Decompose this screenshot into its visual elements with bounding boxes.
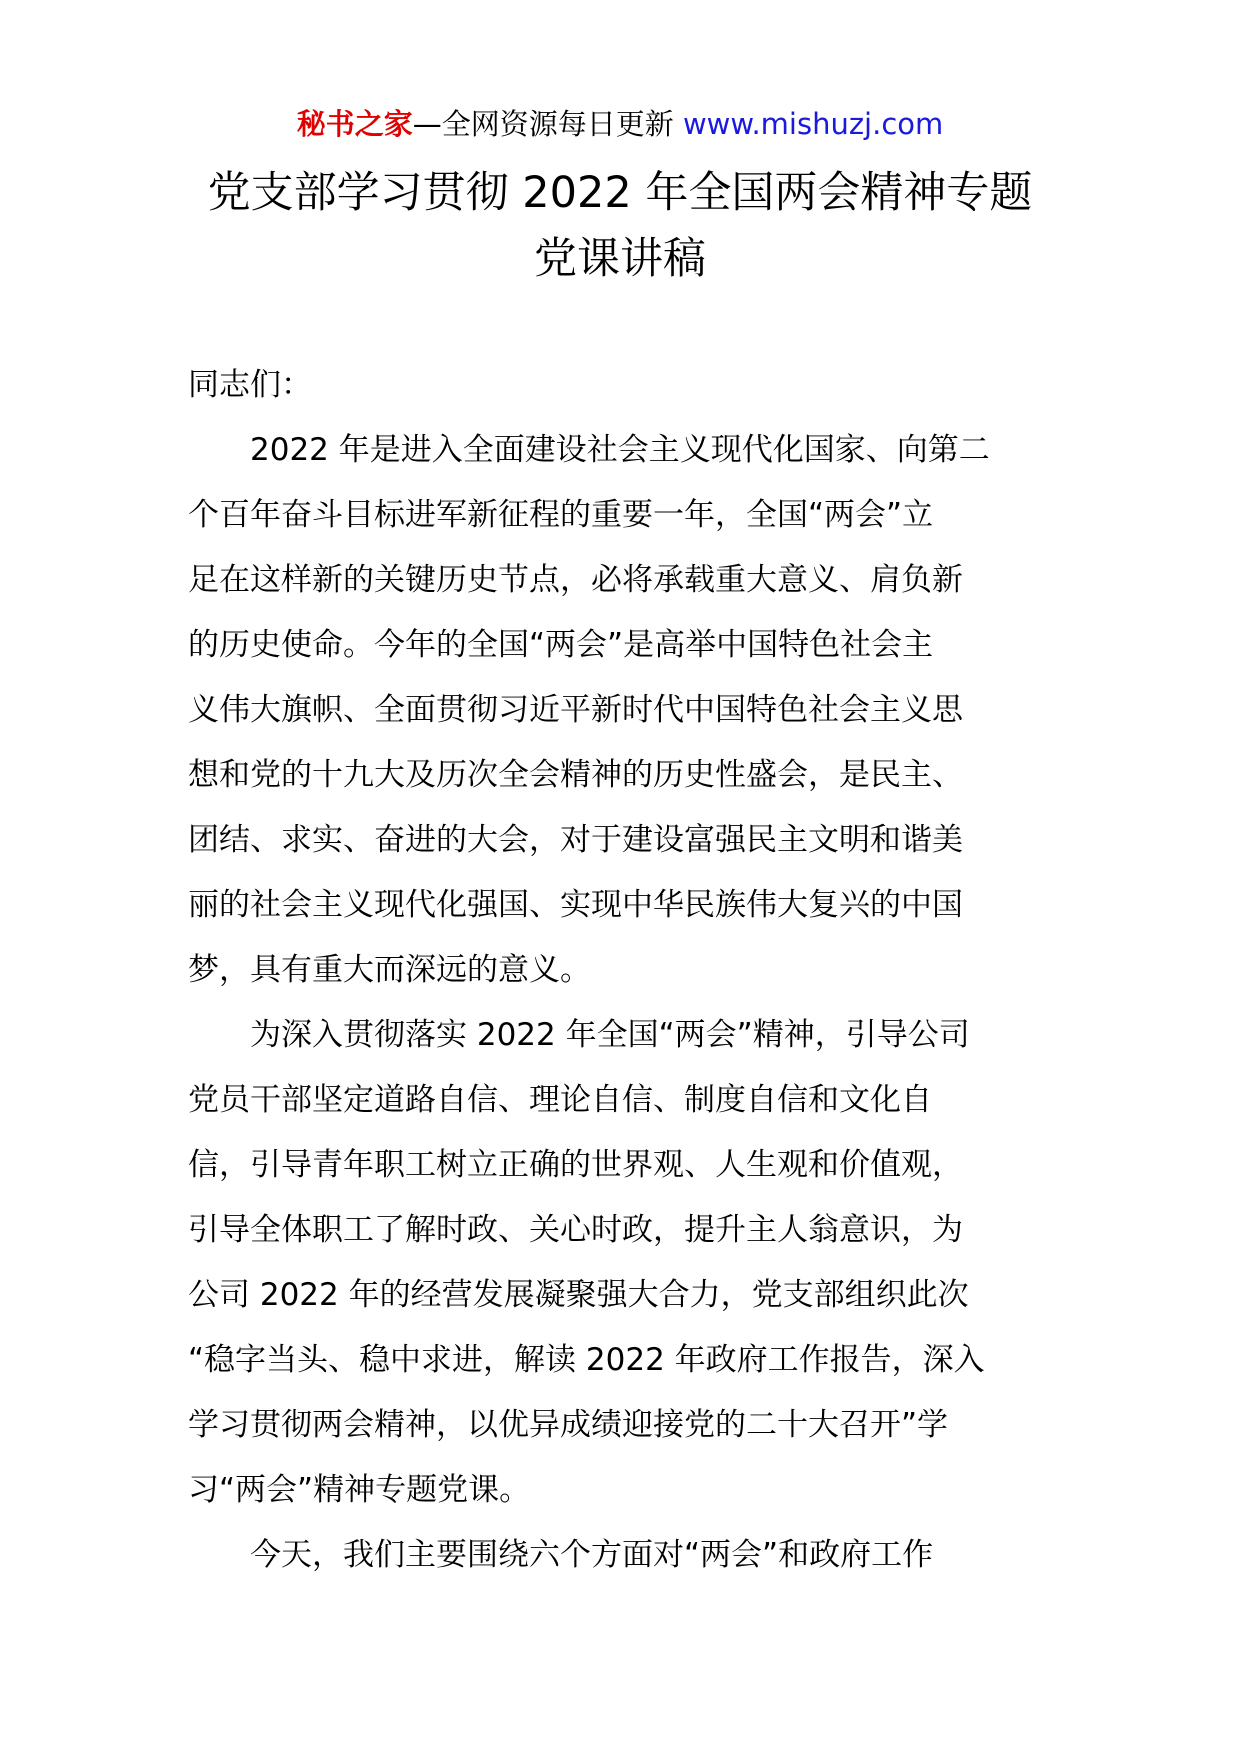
body-line: 团结、求实、奋进的大会，对于建设富强民主文明和谐美 — [188, 822, 963, 858]
body-line: 2022 年是进入全面建设社会主义现代化国家、向第二 — [188, 432, 990, 468]
body-line: 义伟大旗帜、全面贯彻习近平新时代中国特色社会主义思 — [188, 692, 963, 728]
body-line: 的历史使命。今年的全国“两会”是高举中国特色社会主 — [188, 627, 934, 663]
body-line: 公司 2022 年的经营发展凝聚强大合力，党支部组织此次 — [188, 1277, 969, 1313]
site-url-link[interactable]: www.mishuzj.com — [682, 107, 944, 141]
site-header — [0, 104, 1240, 144]
header-tagline: —全网资源每日更新 — [412, 107, 674, 141]
title-line-2: 党课讲稿 — [534, 234, 706, 284]
document-title — [150, 160, 1090, 292]
body-line: 学习贯彻两会精神，以优异成绩迎接党的二十大召开”学 — [188, 1407, 949, 1443]
body-line: 习“两会”精神专题党课。 — [188, 1472, 531, 1508]
document-body — [188, 360, 1058, 1595]
body-line: 今天，我们主要围绕六个方面对“两会”和政府工作 — [188, 1537, 934, 1573]
body-line: 同志们： — [188, 367, 312, 403]
body-line: 想和党的十九大及历次全会精神的历史性盛会，是民主、 — [188, 757, 963, 793]
body-line: 信，引导青年职工树立正确的世界观、人生观和价值观， — [188, 1147, 963, 1183]
title-line-1: 党支部学习贯彻 2022 年全国两会精神专题 — [207, 168, 1033, 218]
body-line: 为深入贯彻落实 2022 年全国“两会”精神，引导公司 — [188, 1017, 970, 1053]
brand-name: 秘书之家 — [296, 107, 413, 141]
body-line: 丽的社会主义现代化强国、实现中华民族伟大复兴的中国 — [188, 887, 963, 923]
body-line: “稳字当头、稳中求进，解读 2022 年政府工作报告，深入 — [188, 1342, 985, 1378]
body-line: 引导全体职工了解时政、关心时政，提升主人翁意识，为 — [188, 1212, 963, 1248]
body-line: 足在这样新的关键历史节点，必将承载重大意义、肩负新 — [188, 562, 963, 598]
body-line: 梦，具有重大而深远的意义。 — [188, 952, 591, 988]
body-line: 个百年奋斗目标进军新征程的重要一年，全国“两会”立 — [188, 497, 934, 533]
body-line: 党员干部坚定道路自信、理论自信、制度自信和文化自 — [188, 1082, 932, 1118]
